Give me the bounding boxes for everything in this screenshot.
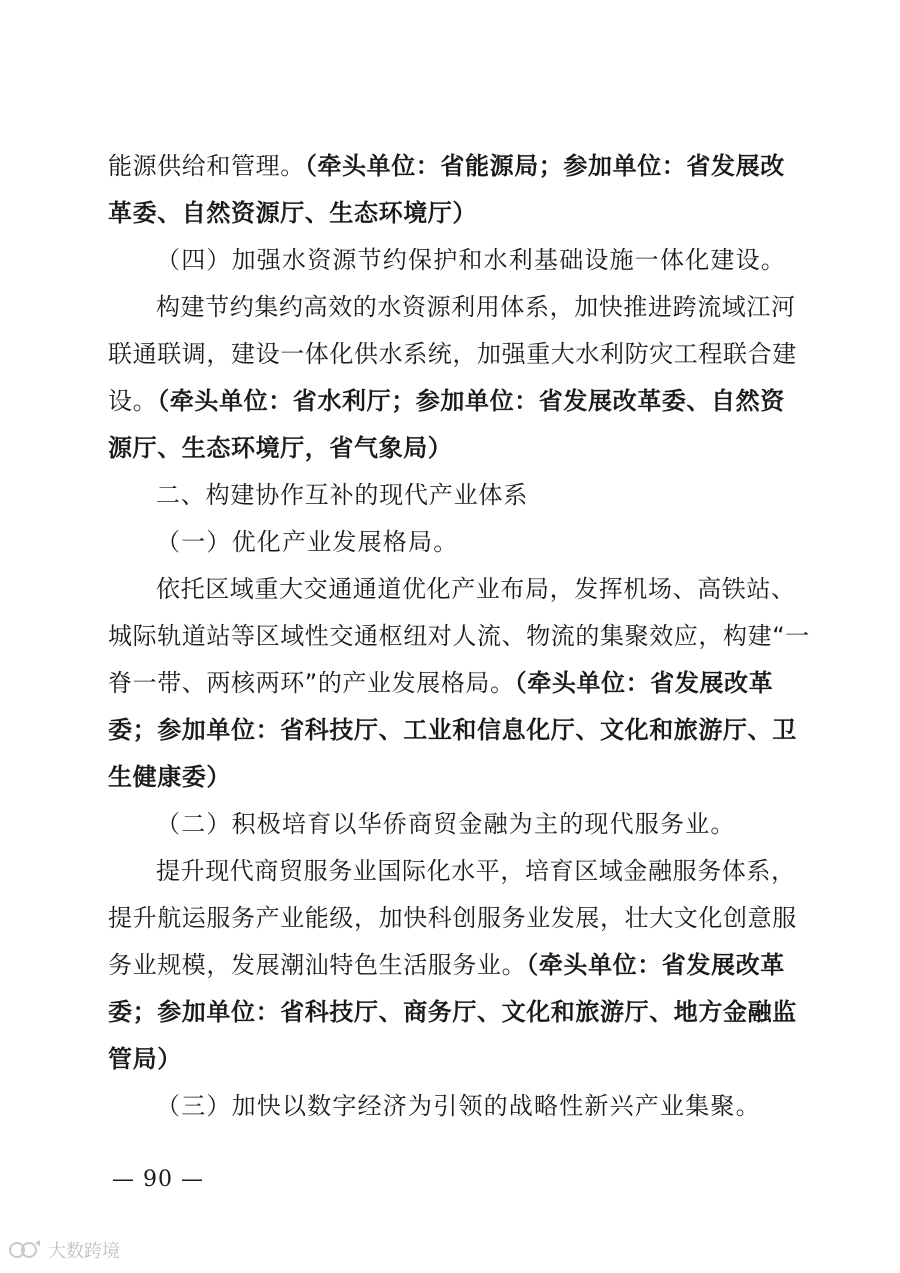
responsibility-note: （牵头单位：省发展改革: [514, 669, 774, 697]
subsection-heading: [156, 809, 736, 839]
responsibility-note: 委；参加单位：省科技厅、商务厅、文化和旅游厅、地方金融监: [108, 998, 797, 1026]
text-line: [156, 292, 796, 322]
text-line: [108, 339, 797, 369]
text-line: [156, 856, 796, 886]
subsection-heading-text: （四）加强水资源节约保护和水利基础设施一体化建设。: [156, 246, 786, 274]
body-text: 联通联调，建设一体化供水系统，加强重大水利防灾工程联合建: [108, 340, 797, 368]
subsection-heading: [156, 245, 786, 275]
text-line: [108, 997, 797, 1027]
responsibility-note: 管局）: [108, 1045, 182, 1073]
text-line: [108, 621, 810, 651]
responsibility-note: 源厅、生态环境厅，省气象局）: [108, 434, 453, 462]
responsibility-note: （牵头单位：省水利厅；参加单位：省发展改革委、自然资: [157, 387, 785, 415]
watermark: [8, 1236, 120, 1264]
section-heading: [156, 480, 528, 510]
subsection-heading-text: （一）优化产业发展格局。: [156, 528, 459, 556]
responsibility-note: （牵头单位：省发展改革: [526, 951, 785, 979]
text-line: [156, 574, 796, 604]
subsection-heading-text: （三）加快以数字经济为引领的战略性新兴产业集聚。: [156, 1092, 761, 1120]
text-line: [108, 386, 785, 416]
body-text: 设。: [108, 387, 158, 415]
body-text: 依托区域重大交通通道优化产业布局，发挥机场、高铁站、: [156, 575, 796, 603]
text-line: [108, 762, 231, 792]
section-heading-text: 二、构建协作互补的现代产业体系: [156, 481, 528, 509]
responsibility-note: （牵头单位：省能源局；参加单位：省发展改: [304, 152, 785, 180]
text-line: [108, 433, 452, 463]
body-text: 提升现代商贸服务业国际化水平，培育区域金融服务体系，: [156, 857, 796, 885]
body-text: 提升航运服务产业能级，加快科创服务业发展，壮大文化创意服: [108, 904, 797, 932]
text-line: [108, 903, 797, 933]
body-text: 务业规模，发展潮汕特色生活服务业。: [108, 951, 527, 979]
text-line: [108, 668, 773, 698]
responsibility-note: 生健康委）: [108, 763, 231, 791]
text-line: [108, 1044, 182, 1074]
body-text: 构建节约集约高效的水资源利用体系，加快推进跨流域江河: [156, 293, 796, 321]
subsection-heading: [156, 527, 458, 557]
page-number: — 90 —: [112, 1167, 204, 1192]
body-text: 脊一带、两核两环”的产业发展格局。: [108, 669, 515, 697]
body-text: 能源供给和管理。: [108, 152, 305, 180]
watermark-text: 大数跨境: [48, 1241, 120, 1262]
body-text: 城际轨道站等区域性交通枢纽对人流、物流的集聚效应，构建“一: [108, 622, 810, 650]
subsection-heading-text: （二）积极培育以华侨商贸金融为主的现代服务业。: [156, 810, 736, 838]
watermark-logo-icon: [8, 1238, 42, 1262]
subsection-heading: [156, 1091, 761, 1121]
text-line: [108, 151, 785, 181]
text-line: [108, 950, 785, 980]
responsibility-note: 委；参加单位：省科技厅、工业和信息化厅、文化和旅游厅、卫: [108, 716, 797, 744]
text-line: [108, 715, 797, 745]
text-line: [108, 198, 477, 228]
responsibility-note: 革委、自然资源厅、生态环境厅）: [108, 199, 477, 227]
